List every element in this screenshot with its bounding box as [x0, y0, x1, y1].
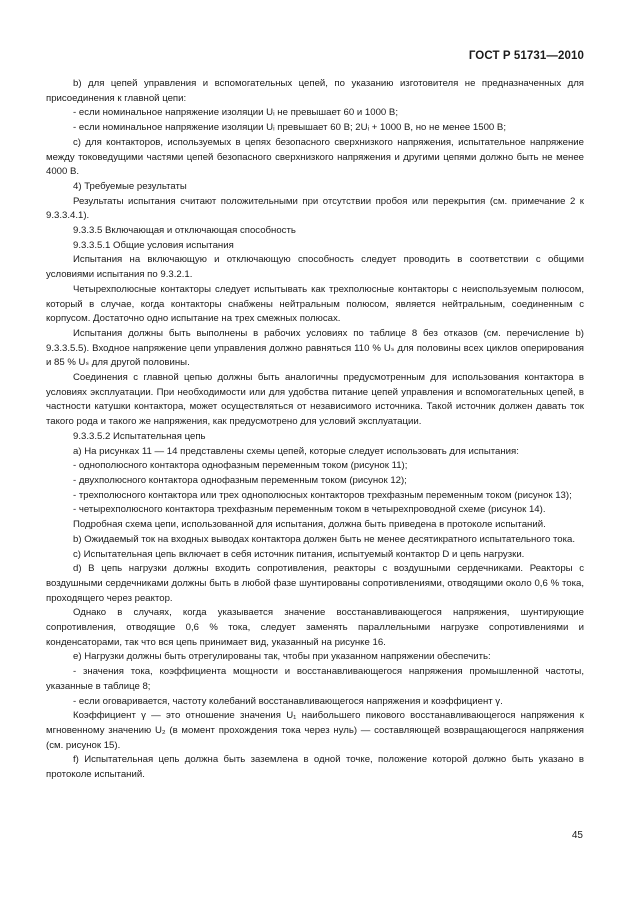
paragraph: Подробная схема цепи, использованной для испытания, должна быть приведена в протоколе испытаний. [73, 519, 546, 531]
page-number: 45 [571, 830, 583, 841]
paragraph: d) В цепь нагрузки должны входить сопротивления, реакторы с воздушными сердечниками. Реакторы с воздушными сердечниками должны быть в любой фазе шунтированы сопротивлениями, отводящими около 0,6 % тока, проходящего через реактор. [46, 563, 584, 604]
paragraph: 9.3.3.5 Включающая и отключающая способность [73, 225, 296, 237]
document-body [46, 77, 584, 783]
paragraph: - трехполюсного контактора или трех однополюсных контакторов трехфазным переменным током (рисунок 13); [73, 489, 572, 501]
paragraph: - четырехполюсного контактора трехфазным переменным током в четырехпроводной схеме (рисунок 14). [73, 504, 546, 516]
paragraph: b) для цепей управления и вспомогательных цепей, по указанию изготовителя не предназначенных для присоединения к главной цепи: [46, 78, 584, 104]
paragraph: Испытания на включающую и отключающую способность следует проводить в соответствии с общими условиями испытания по 9.3.2.1. [46, 254, 584, 281]
paragraph: 9.3.3.5.1 Общие условия испытания [73, 239, 234, 251]
paragraph: Соединения с главной цепью должны быть аналогичны предусмотренным для использования контактора в условиях эксплуатации. При необходимости или для удобства питание цепей управления и вспомогательных цепей, в частности катушки контактора, может осуществляться от независимого источника. Такой источник должен давать ток такого рода и такого же напряжения, как предусмотрено для условий эксплуатации. [46, 372, 584, 428]
paragraph: - значения тока, коэффициента мощности и восстанавливающегося напряжения промышленной частоты, указанные в таблице 8; [46, 666, 584, 692]
paragraph: e) Нагрузки должны быть отрегулированы так, чтобы при указанном напряжении обеспечить: [73, 651, 491, 663]
paragraph: - если номинальное напряжение изоляции Uᵢ не превышает 60 и 1000 В; [73, 107, 398, 119]
paragraph: c) Испытательная цепь включает в себя источник питания, испытуемый контактор D и цепь нагрузки. [73, 548, 525, 560]
standard-header: ГОСТ Р 51731—2010 [468, 50, 584, 62]
paragraph: Четырехполюсные контакторы следует испытывать как трехполюсные контакторы с неиспользуемым полюсом, который в случае, когда контакторы снабжены нейтральным полюсом, является нейтральным, соединенным с корпусом. Достаточно одно испытание на трех смежных полюсах. [46, 283, 584, 325]
paragraph: Коэффициент γ — это отношение значения U₁ наибольшего пикового восстанавливающегося напряжения к мгновенному значению U₂ (в момент прохождения тока через нуль) — составляющей возвращающегося напряжения (см. рисунок 15). [46, 710, 584, 751]
paragraph: a) На рисунках 11 — 14 представлены схемы цепей, которые следует использовать для испытания: [73, 445, 519, 457]
paragraph: f) Испытательная цепь должна быть заземлена в одной точке, положение которой должно быть указано в протоколе испытаний. [46, 754, 584, 781]
paragraph: 9.3.3.5.2 Испытательная цепь [73, 430, 206, 442]
paragraph: Однако в случаях, когда указывается значение восстанавливающегося напряжения, шунтирующие сопротивления, отводящие 0,6 % тока, следует заменять параллельными нагрузке сопротивлениями и конденсаторами, так что вся цепь принимает вид, указанный на рисунке 16. [46, 607, 584, 648]
paragraph: - если номинальное напряжение изоляции Uᵢ превышает 60 В; 2Uᵢ + 1000 В, но не менее 1500 В; [73, 122, 506, 134]
paragraph: Результаты испытания считают положительными при отсутствии пробоя или перекрытия (см. примечание 2 к 9.3.3.4.1). [46, 195, 584, 222]
paragraph: - если оговаривается, частоту колебаний восстанавливающегося напряжения и коэффициент γ. [73, 695, 503, 707]
paragraph: Испытания должны быть выполнены в рабочих условиях по таблице 8 без отказов (см. перечисление b) 9.3.3.5.5). Входное напряжение цепи управления должно равняться 110 % Uₛ для половины всех циклов оперирования и 85 % Uₛ для другой половины. [46, 327, 584, 369]
paragraph: - однополюсного контактора однофазным переменным током (рисунок 11); [73, 460, 408, 472]
paragraph: b) Ожидаемый ток на входных выводах контактора должен быть не менее десятикратного испытательного тока. [73, 533, 576, 545]
paragraph: - двухполюсного контактора однофазным переменным током (рисунок 12); [73, 474, 407, 486]
paragraph: 4) Требуемые результаты [73, 180, 187, 192]
paragraph: c) для контакторов, используемых в цепях безопасного сверхнизкого напряжения, испытательное напряжение между токоведущими частями цепей безопасного сверхнизкого напряжения и другими цепями должно быть не менее 4000 В. [46, 136, 585, 178]
